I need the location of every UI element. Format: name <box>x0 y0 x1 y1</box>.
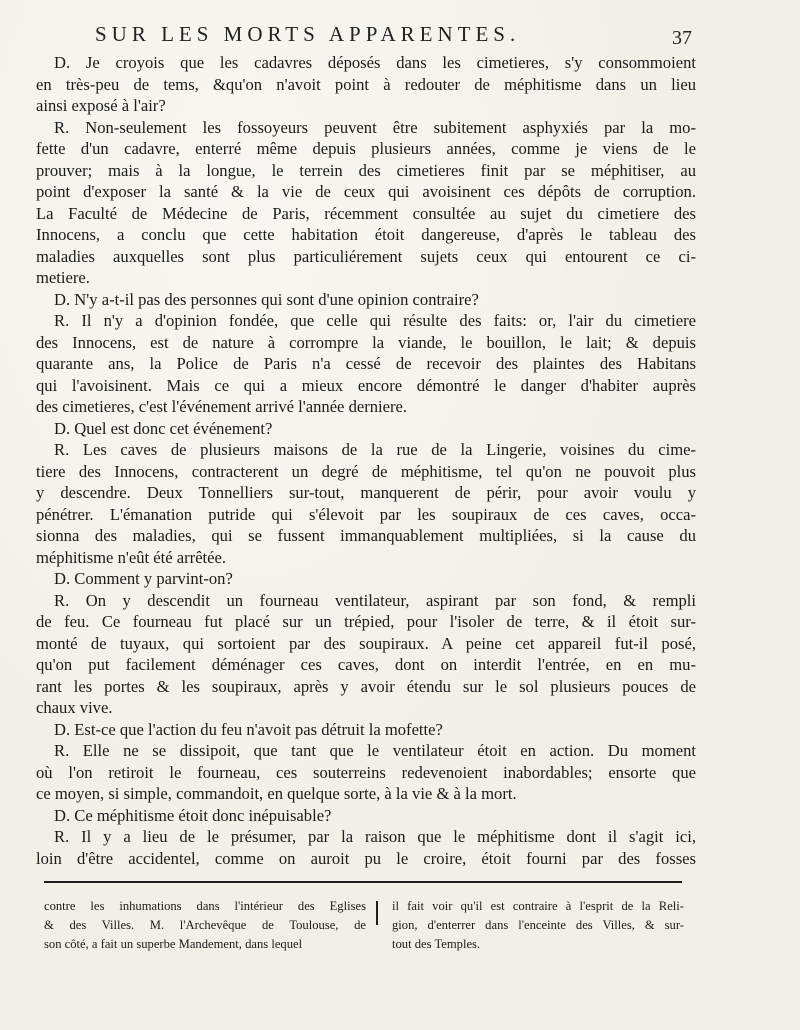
text-line: D. Ce méphitisme étoit donc inépuisable? <box>54 805 332 825</box>
text-line: ce moyen, si simple, commandoit, en quelque sorte, à la vie & à la mort. <box>36 784 517 803</box>
text-line: R. Il y a lieu de le présumer, par la raison que le méphitisme dont il s'agit ici, <box>54 827 696 846</box>
text-line: R. Non-seulement les fossoyeurs peuvent être subitement asphyxiés par la mo- <box>54 117 696 137</box>
text-line: rant les portes & les soupiraux, après y avoir étendu sur le sol plusieurs pouces de <box>36 676 696 696</box>
text-line: metiere. <box>36 268 90 287</box>
page-number: 37 <box>672 27 692 49</box>
footnote-right-column <box>392 897 684 954</box>
text-line: loin d'être accidentel, comme on auroit pu le croire, étoit fourni par des fosses <box>36 848 696 868</box>
text-line: La Faculté de Médecine de Paris, récemment consultée au sujet du cimetiere des <box>36 203 696 223</box>
text-line: chaux vive. <box>36 698 113 717</box>
text-line: D. Quel est donc cet événement? <box>54 418 273 438</box>
text-line: point d'exposer la santé & la vie de ceux qui avoisinent ces dépôts de corruption. <box>36 182 696 201</box>
text-line: y descendre. Deux Tonnelliers sur-tout, manquerent de périr, pour avoir voulu y <box>36 483 696 502</box>
footnote-line: il fait voir qu'il est contraire à l'esprit de la Reli- <box>392 899 684 913</box>
footnote-column-divider <box>376 901 378 925</box>
text-line: maladies auxquelles sont plus particuliérement sujets ceux qui entourent ce ci- <box>36 246 696 266</box>
text-line: qui l'avoisinent. Mais ce qui a mieux encore démontré le danger d'habiter auprès <box>36 375 696 395</box>
text-line: D. Comment y parvint-on? <box>54 569 233 588</box>
text-line: des cimetieres, c'est l'événement arrivé l'année derniere. <box>36 397 408 416</box>
main-text <box>36 52 696 869</box>
footnote-line: & des Villes. M. l'Archevêque de Toulouse, de <box>44 918 366 932</box>
text-line: sionna des maladies, qui se fussent immanquablement multipliées, si la cause du <box>36 526 696 545</box>
footnote-rule <box>44 881 682 883</box>
text-line: Innocens, a conclu que cette habitation étoit dangereuse, d'après le tableau des <box>36 225 696 244</box>
text-line: méphitisme n'eût été arrêtée. <box>36 547 227 567</box>
footnote-line: son côté, a fait un superbe Mandement, dans lequel <box>44 937 303 951</box>
text-line: monté de tuyaux, qui sortoient par des soupiraux. A peine cet appareil fut-il posé, <box>36 633 696 653</box>
text-line: de feu. Ce fourneau fut placé sur un trépied, pour l'isoler de terre, & il étoit sur- <box>36 612 696 631</box>
footnote-line: gion, d'enterrer dans l'enceinte des Villes, & sur- <box>392 918 684 932</box>
footnote-left-column <box>44 897 366 954</box>
text-line: qu'on put facilement déménager ces caves, dont on interdit l'entrée, en en mu- <box>36 655 696 674</box>
text-line: ainsi exposé à l'air? <box>36 96 166 115</box>
text-line: où l'on retiroit le fourneau, ces souterreins redevenoient inabordables; ensorte que <box>36 762 696 782</box>
text-line: D. Je croyois que les cadavres déposés dans les cimetieres, s'y consommoient <box>54 53 696 72</box>
footnote-line: contre les inhumations dans l'intérieur des Eglises <box>44 899 366 913</box>
text-line: D. Est-ce que l'action du feu n'avoit pas détruit la mofette? <box>54 719 443 739</box>
text-line: quarante ans, la Police de Paris n'a cessé de recevoir des plaintes des Habitans <box>36 354 696 373</box>
text-line: R. Il n'y a d'opinion fondée, que celle qui résulte des faits: or, l'air du cimetiere <box>54 311 696 330</box>
text-line: R. Elle ne se dissipoit, que tant que le ventilateur étoit en action. Du moment <box>54 741 696 760</box>
text-line: en très-peu de tems, &qu'on n'avoit point à redouter de méphitisme dans un lieu <box>36 74 696 94</box>
text-line: fette d'un cadavre, enterré même depuis plusieurs années, comme je viens de le <box>36 139 696 158</box>
text-line: prouver; mais à la longue, le terrein des cimetieres finit par se méphitiser, au <box>36 160 696 180</box>
text-line: R. On y descendit un fourneau ventilateur, aspirant par son fond, & rempli <box>54 590 696 610</box>
text-line: des Innocens, est de nature à corrompre la viande, le bouillon, le lait; & depuis <box>36 332 696 352</box>
text-line: pénétrer. L'émanation putride qui s'élevoit par les soupiraux de ces caves, occa- <box>36 504 696 524</box>
text-line: R. Les caves de plusieurs maisons de la rue de la Lingerie, voisines du cime- <box>54 440 696 459</box>
footnote-line: tout des Temples. <box>392 937 481 951</box>
text-line: tiere des Innocens, contracterent un degré de méphitisme, tel qu'on ne pouvoit plus <box>36 461 696 481</box>
running-title: SUR LES MORTS APPARENTES. <box>95 22 521 46</box>
text-line: D. N'y a-t-il pas des personnes qui sont d'une opinion contraire? <box>54 289 479 309</box>
